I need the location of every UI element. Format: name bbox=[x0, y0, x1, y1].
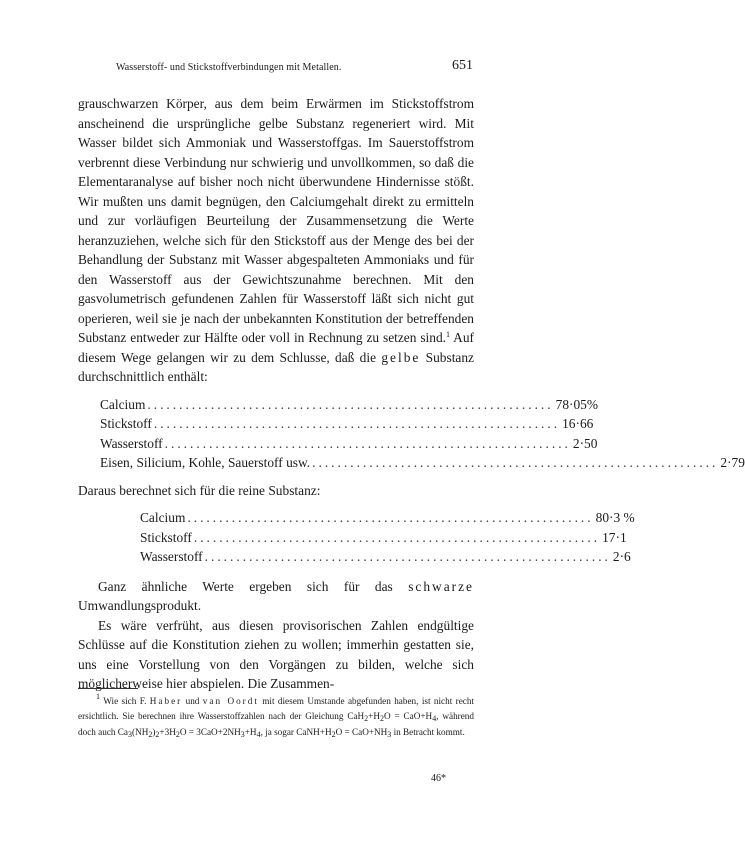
subscript: 2 bbox=[155, 729, 160, 739]
footnote-text-part: Wie sich F. bbox=[100, 696, 150, 706]
paragraph-1 bbox=[78, 94, 474, 387]
signature-mark: 46* bbox=[431, 773, 446, 784]
author-name: Haber bbox=[149, 696, 183, 706]
subscript: 3 bbox=[387, 729, 392, 739]
footnote-text-part: (NH bbox=[132, 726, 149, 737]
footnote-text: $^1$ Wie sich F. Haber und van Oordt mit diesem Umstande abgefunden haben, ist nicht recht ersichtlich. Sie berechnen ihre Wasserstoffzahlen nach der Gleichung $CaH_2+H_2O = CaO+H_4$, während doch auch $Ca_3(NH_2)_2+3H_2O = 3CaO+2NH_3+H_4$, ja sogar $CaNH+H_2O = CaO+NH_3$ in Betracht kommt. bbox=[78, 692, 475, 739]
emphasized-word: schwarze bbox=[408, 578, 474, 594]
subscript: 4 bbox=[432, 714, 437, 724]
row-label: Stickstoff bbox=[140, 529, 192, 545]
row-label: Wasserstoff bbox=[100, 435, 163, 451]
paragraph-1-text: grauschwarzen Körper, aus dem beim Erwärmen im Stickstoffstrom anscheinend die ursprüngliche gelbe Substanz regeneriert wird. Mit Wasser bildet sich Ammoniak und Wasserstoffgas. Im Sauerstoffstrom verbrennt diese Verbindung nur schwierig und unvollkommen, so daß die Elementaranalyse auf bisher noch nicht überwundene Hindernisse stößt. Wir mußten uns damit begnügen, den Calciumgehalt direkt zu ermitteln und zur vorläufigen Beurteilung der Zusammensetzung die Werte heranzuziehen, welche sich für den Stickstoff aus der Menge des bei der Behandlung der Substanz mit Wasser abgespalteten Ammoniaks und für den Wasserstoff aus der Gewichtszunahme berechnen. Mit den gasvolumetrisch gefundenen Zahlen für Wasserstoff läßt sich nicht gut operieren, weil sie je nach der unbekannten Konstitution der betreffenden Substanz entweder zur Hälfte oder voll in Rechnung zu setzen sind. bbox=[78, 96, 474, 345]
row-label: Stickstoff bbox=[100, 416, 152, 431]
composition-table-measured bbox=[100, 395, 745, 473]
page-number: 651 bbox=[452, 58, 473, 73]
footnote-text-part: +3H bbox=[159, 726, 176, 737]
row-value: 80·3 % bbox=[595, 510, 635, 525]
subscript: 2 bbox=[331, 729, 336, 739]
footnote-reference: 1 bbox=[446, 330, 451, 339]
footnote-text-part: O = CaO+NH bbox=[335, 726, 388, 737]
row-value: 2·50 bbox=[572, 435, 598, 451]
footnote-text-part: +H bbox=[368, 711, 380, 722]
leader-dots: ................................................................ bbox=[193, 529, 601, 545]
row-label: Calcium bbox=[100, 396, 146, 412]
paragraph-3-text: Ganz ähnliche Werte ergeben sich für das bbox=[98, 578, 409, 594]
row-label: Wasserstoff bbox=[140, 549, 203, 564]
table-row bbox=[100, 414, 594, 434]
footnote-divider bbox=[78, 688, 138, 689]
row-value: 17·1 bbox=[602, 529, 627, 545]
leader-dots: ................................................................ bbox=[147, 396, 554, 412]
subscript: 2 bbox=[364, 714, 369, 724]
table-row bbox=[140, 547, 631, 567]
subscript: 4 bbox=[256, 729, 261, 739]
subscript: 3 bbox=[240, 729, 245, 739]
subscript: 3 bbox=[128, 729, 133, 739]
table-row bbox=[140, 508, 635, 528]
footnote-text-part: O = CaO+H bbox=[384, 711, 433, 722]
footnote bbox=[78, 694, 474, 740]
footnote-text-part: O = 3CaO+2NH bbox=[179, 726, 241, 737]
paragraph-3-text-end: Umwandlungsprodukt. bbox=[78, 598, 202, 613]
row-value: 2·79 bbox=[720, 455, 745, 470]
row-label: Calcium bbox=[140, 510, 186, 525]
table-row bbox=[100, 434, 598, 454]
emphasized-word: gelbe bbox=[381, 349, 421, 365]
page-header bbox=[78, 58, 473, 80]
row-label: Eisen, Silicium, Kohle, Sauerstoff usw. bbox=[100, 455, 311, 470]
footnote-text-part: , ja sogar CaNH+H bbox=[260, 726, 332, 737]
leader-dots: ................................................................ bbox=[153, 416, 561, 431]
leader-dots: ................................................................ bbox=[187, 510, 594, 525]
row-value: 2·6 bbox=[612, 549, 631, 564]
footnote-text-part: und bbox=[182, 696, 203, 706]
subscript: 2 bbox=[175, 729, 180, 739]
subscript: 2 bbox=[380, 714, 384, 724]
paragraph-1-text-cont: Auf diesem Wege gelangen wir zu dem Schlusse, daß die bbox=[78, 330, 474, 365]
paragraph-2: Daraus berechnet sich für die reine Substanz: bbox=[78, 482, 321, 498]
leader-dots: ................................................................ bbox=[204, 549, 611, 564]
paragraph-1-text-end: Substanz durchschnittlich enthält: bbox=[78, 349, 474, 384]
leader-dots: ................................................................ bbox=[312, 455, 719, 470]
subscript: 2 bbox=[148, 729, 153, 739]
footnote-text-part: mit diesem Umstande abgefunden haben, ist nicht recht ersichtlich. Sie berechnen ihre Wasserstoffzahlen nach der Gleichung CaH bbox=[78, 696, 475, 722]
footnote-text-part: +H bbox=[244, 726, 257, 737]
paragraph-3 bbox=[78, 577, 474, 616]
table-row bbox=[140, 528, 627, 548]
author-name: van Oordt bbox=[202, 696, 259, 706]
table-row bbox=[100, 453, 745, 473]
footnote-text-part: in Betracht kommt. bbox=[391, 726, 465, 737]
body-text bbox=[78, 94, 745, 694]
leader-dots: ................................................................ bbox=[164, 435, 571, 451]
composition-table-pure bbox=[140, 508, 635, 567]
footnote-text-part: ) bbox=[152, 726, 156, 737]
running-title: Wasserstoff- und Stickstoffverbindungen mit Metallen. bbox=[116, 62, 342, 73]
footnote-text-part: , während doch auch Ca bbox=[78, 711, 474, 737]
paragraph-4: Es wäre verfrüht, aus diesen provisorischen Zahlen endgültige Schlüsse auf die Konstitution ziehen zu wollen; immerhin gestatten sie, uns eine Vorstellung von den Vorgängen zu bilden, welche sich möglicherweise hier abspielen. Die Zusammen- bbox=[78, 617, 474, 691]
table-row bbox=[100, 395, 599, 415]
row-value: 78·05% bbox=[555, 396, 599, 412]
row-value: 16·66 bbox=[562, 416, 594, 431]
